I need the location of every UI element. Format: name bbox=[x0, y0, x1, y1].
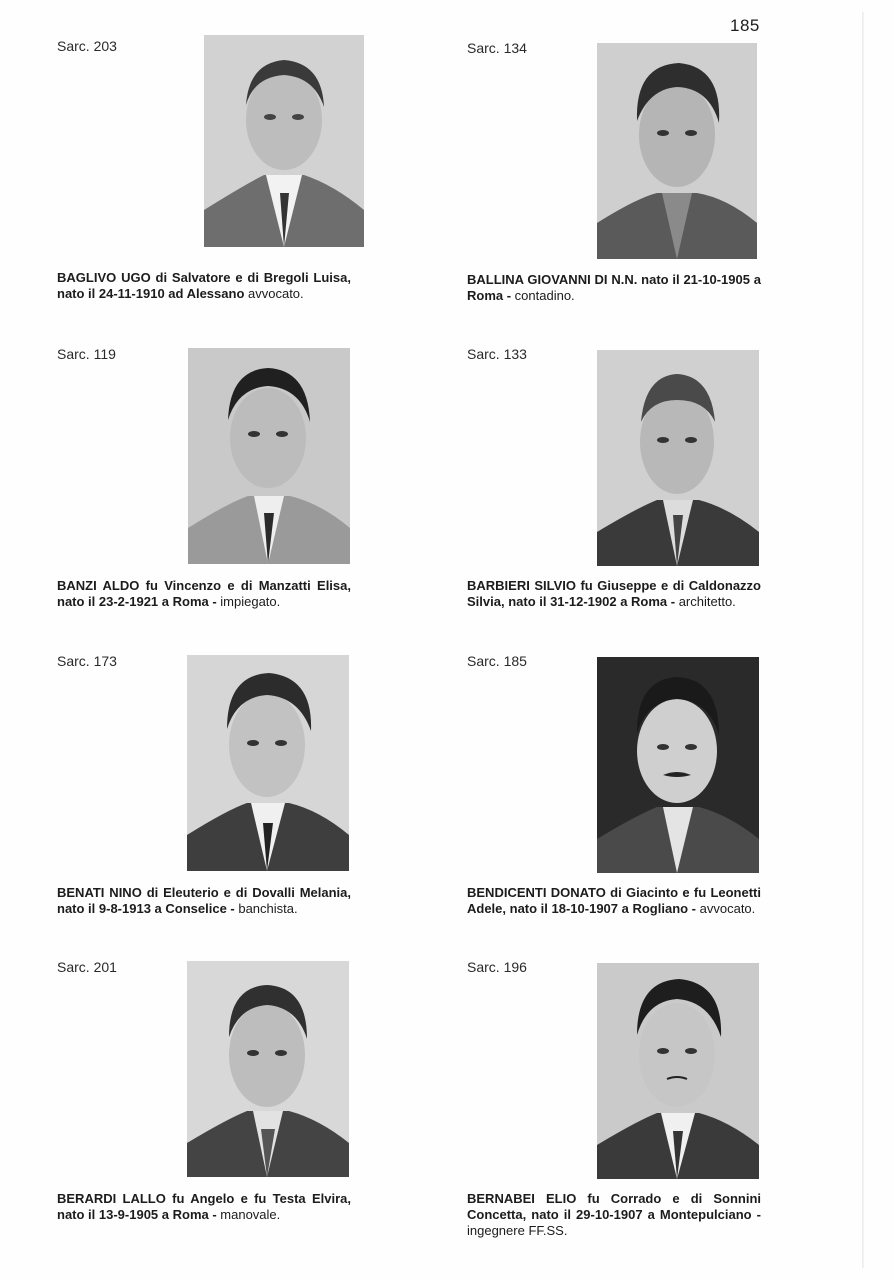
page-edge bbox=[862, 12, 864, 1268]
sarc-number: Sarc. 196 bbox=[467, 959, 527, 975]
entry-benati bbox=[57, 653, 357, 943]
caption-plain: avvocato. bbox=[244, 286, 304, 301]
caption-plain: banchista. bbox=[234, 901, 298, 916]
entry-berardi bbox=[57, 959, 357, 1249]
portrait-photo bbox=[187, 961, 349, 1177]
entry-banzi bbox=[57, 346, 357, 636]
sarc-number: Sarc. 134 bbox=[467, 40, 527, 56]
caption-plain: impiegato. bbox=[216, 594, 281, 609]
sarc-number: Sarc. 203 bbox=[57, 38, 117, 54]
page-number: 185 bbox=[730, 16, 760, 35]
caption-plain: avvocato. bbox=[696, 901, 756, 916]
portrait-photo bbox=[597, 350, 759, 566]
entry-baglivo bbox=[57, 38, 357, 328]
sarc-number: Sarc. 119 bbox=[57, 346, 116, 362]
caption bbox=[467, 578, 761, 610]
caption bbox=[57, 1191, 351, 1223]
entry-bendicenti bbox=[467, 653, 767, 943]
portrait-photo bbox=[597, 963, 759, 1179]
portrait-photo bbox=[597, 657, 759, 873]
caption-plain: architetto. bbox=[675, 594, 736, 609]
caption-bold: BARBIERI SILVIO fu Giuseppe e di Caldonazzo Silvia, nato il 31-12-1902 a Roma - bbox=[467, 578, 761, 609]
caption-bold: BENATI NINO di Eleuterio e di Dovalli Melania, nato il 9-8-1913 a Conselice - bbox=[57, 885, 351, 916]
caption bbox=[57, 885, 351, 917]
portrait-photo bbox=[187, 655, 349, 871]
caption bbox=[467, 272, 761, 304]
caption-bold: BALLINA GIOVANNI DI N.N. nato il 21-10-1905 a Roma - bbox=[467, 272, 761, 303]
caption-bold: BERNABEI ELIO fu Corrado e di Sonnini Concetta, nato il 29-10-1907 a Montepulciano - bbox=[467, 1191, 761, 1222]
caption-bold: BANZI ALDO fu Vincenzo e di Manzatti Elisa, nato il 23-2-1921 a Roma - bbox=[57, 578, 351, 609]
entry-bernabei bbox=[467, 959, 767, 1249]
portrait-photo bbox=[188, 348, 350, 564]
sarc-number: Sarc. 201 bbox=[57, 959, 117, 975]
sarc-number: Sarc. 133 bbox=[467, 346, 527, 362]
caption-plain: manovale. bbox=[216, 1207, 281, 1222]
caption-plain: contadino. bbox=[511, 288, 575, 303]
portrait-photo bbox=[597, 43, 757, 259]
caption-plain: ingegnere FF.SS. bbox=[467, 1223, 568, 1238]
caption bbox=[467, 885, 761, 917]
entry-barbieri bbox=[467, 346, 767, 636]
portrait-photo bbox=[204, 35, 364, 247]
entry-ballina bbox=[467, 40, 767, 330]
sarc-number: Sarc. 185 bbox=[467, 653, 527, 669]
caption bbox=[467, 1191, 761, 1239]
caption bbox=[57, 270, 351, 302]
caption-bold: BERARDI LALLO fu Angelo e fu Testa Elvira, nato il 13-9-1905 a Roma - bbox=[57, 1191, 351, 1222]
sarc-number: Sarc. 173 bbox=[57, 653, 117, 669]
caption bbox=[57, 578, 351, 610]
caption-bold: BAGLIVO UGO di Salvatore e di Bregoli Luisa, nato il 24-11-1910 ad Alessano bbox=[57, 270, 351, 301]
caption-bold: BENDICENTI DONATO di Giacinto e fu Leonetti Adele, nato il 18-10-1907 a Rogliano - bbox=[467, 885, 761, 916]
